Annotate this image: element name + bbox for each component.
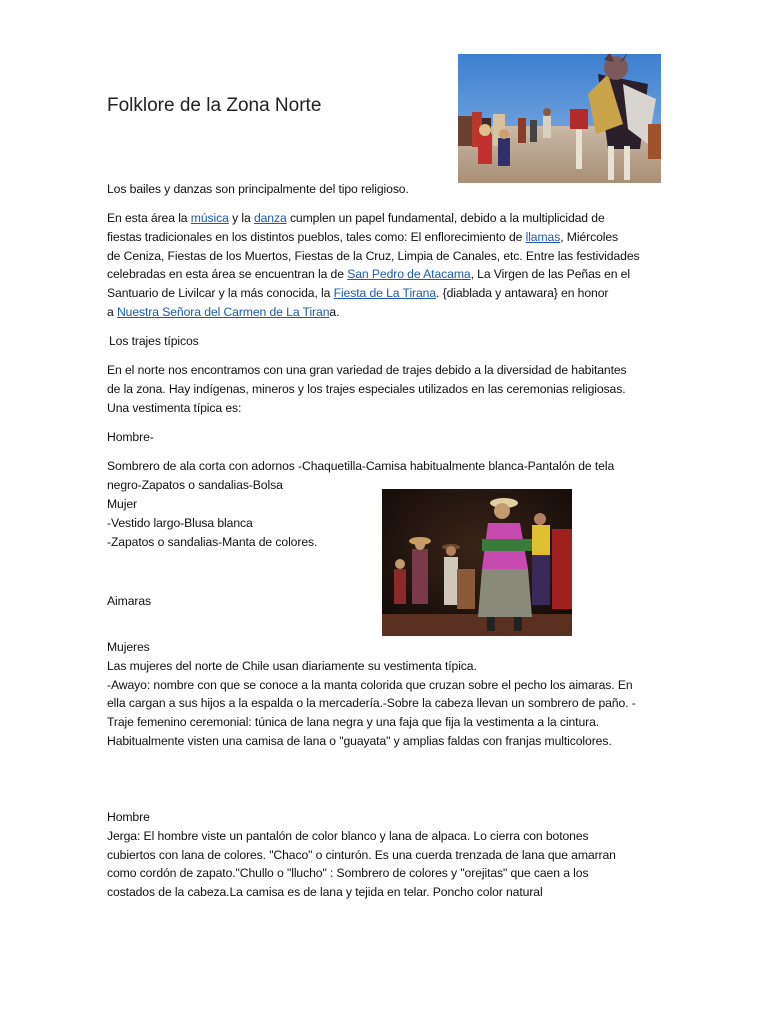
link-llamas[interactable]: llamas — [525, 229, 561, 244]
paragraph-line — [107, 228, 640, 247]
text-span: En esta área la — [107, 211, 191, 225]
text-span: fiestas tradicionales en los distintos pueblos, tales como: El enflorecimiento de — [107, 229, 526, 244]
text-span: , Miércoles — [560, 229, 619, 244]
paragraph-line: como cordón de zapato."Chullo o "llucho" : Sombrero de colores y "orejitas" que caen a los — [107, 866, 589, 881]
paragraph-line: -Awayo: nombre con que se conoce a la manta colorida que cruzan sobre el pecho los aimaras. En — [107, 677, 633, 692]
paragraph-line: Habitualmente visten una camisa de lana o "guayata" y amplias faldas con franjas multicolores. — [107, 733, 612, 748]
text-span: cumplen un papel fundamental, debido a la multiplicidad de — [286, 211, 605, 225]
page-title: Folklore de la Zona Norte — [107, 95, 322, 116]
paragraph-line: de Ceniza, Fiestas de los Muertos, Fiestas de la Cruz, Limpia de Canales, etc. Entre las festividades — [107, 248, 640, 263]
mujer-section — [107, 495, 317, 551]
link-san-pedro-de-atacama[interactable]: San Pedro de Atacama — [347, 267, 471, 282]
link-musica[interactable]: música — [190, 211, 229, 225]
paragraph-line: Las mujeres del norte de Chile usan diariamente su vestimenta típica. — [107, 658, 477, 673]
text-span: y la — [228, 211, 254, 225]
paragraph-line — [107, 265, 640, 284]
mujeres-section — [107, 638, 636, 751]
paragraph-line: Una vestimenta típica es: — [107, 400, 242, 415]
festival-photo — [458, 54, 661, 183]
trajes-heading: Los trajes típicos — [109, 334, 199, 348]
text-span: Santuario de Livilcar y la más conocida, la — [107, 286, 334, 301]
paragraph-line: En el norte nos encontramos con una gran variedad de trajes debido a la diversidad de habitantes — [107, 363, 627, 377]
link-fiesta-de-la-tirana[interactable]: Fiesta de La Tirana — [333, 286, 437, 301]
paragraph-line: Sombrero de ala corta con adornos -Chaquetilla-Camisa habitualmente blanca-Pantalón de tela — [107, 459, 615, 473]
paragraph-line: negro-Zapatos o sandalias-Bolsa — [107, 477, 283, 492]
dancers-photo — [382, 489, 572, 636]
paragraph-line — [107, 303, 640, 322]
hombre-heading: Hombre- — [107, 430, 154, 444]
text-span: , La Virgen de las Peñas en el — [470, 267, 630, 282]
link-nuestra-senora-del-carmen[interactable]: Nuestra Señora del Carmen de La Tiran — [116, 304, 330, 319]
text-span: celebradas en esta área se encuentran la de — [107, 267, 348, 282]
intro-paragraph: Los bailes y danzas son principalmente del tipo religioso. — [107, 182, 409, 196]
festivities-paragraph — [107, 209, 640, 322]
link-danza[interactable]: danza — [253, 211, 287, 225]
mujer-heading: Mujer — [107, 497, 137, 511]
paragraph-line: costados de la cabeza.La camisa es de lana y tejida en telar. Poncho color natural — [107, 885, 543, 900]
text-span: . {diablada y antawara} en honor — [436, 286, 609, 301]
text-span: a. — [329, 304, 340, 319]
aimaras-heading: Aimaras — [107, 594, 151, 608]
paragraph-line: -Vestido largo-Blusa blanca — [107, 515, 253, 530]
hombre-aimara-heading: Hombre — [107, 810, 150, 824]
paragraph-line: cubiertos con lana de colores. "Chaco" o cinturón. Es una cuerda trenzada de lana que amarran — [107, 847, 616, 862]
hombre-aimara-section — [107, 808, 616, 902]
paragraph-line — [107, 284, 640, 303]
paragraph-line: de la zona. Hay indígenas, mineros y los trajes especiales utilizados en las ceremonias religiosas. — [107, 381, 626, 396]
paragraph-line: -Zapatos o sandalias-Manta de colores. — [107, 534, 318, 549]
paragraph-line — [107, 209, 640, 228]
mujeres-heading: Mujeres — [107, 640, 150, 654]
text-span: a — [107, 304, 117, 319]
paragraph-line: Traje femenino ceremonial: túnica de lana negra y una faja que fija la vestimenta a la cintura. — [107, 715, 600, 730]
paragraph-line: Jerga: El hombre viste un pantalón de color blanco y lana de alpaca. Lo cierra con botones — [107, 828, 589, 843]
trajes-paragraph — [107, 361, 627, 417]
paragraph-line: ella cargan a sus hijos a la espalda o la mercadería.-Sobre la cabeza llevan un sombrero de paño. - — [107, 696, 636, 711]
